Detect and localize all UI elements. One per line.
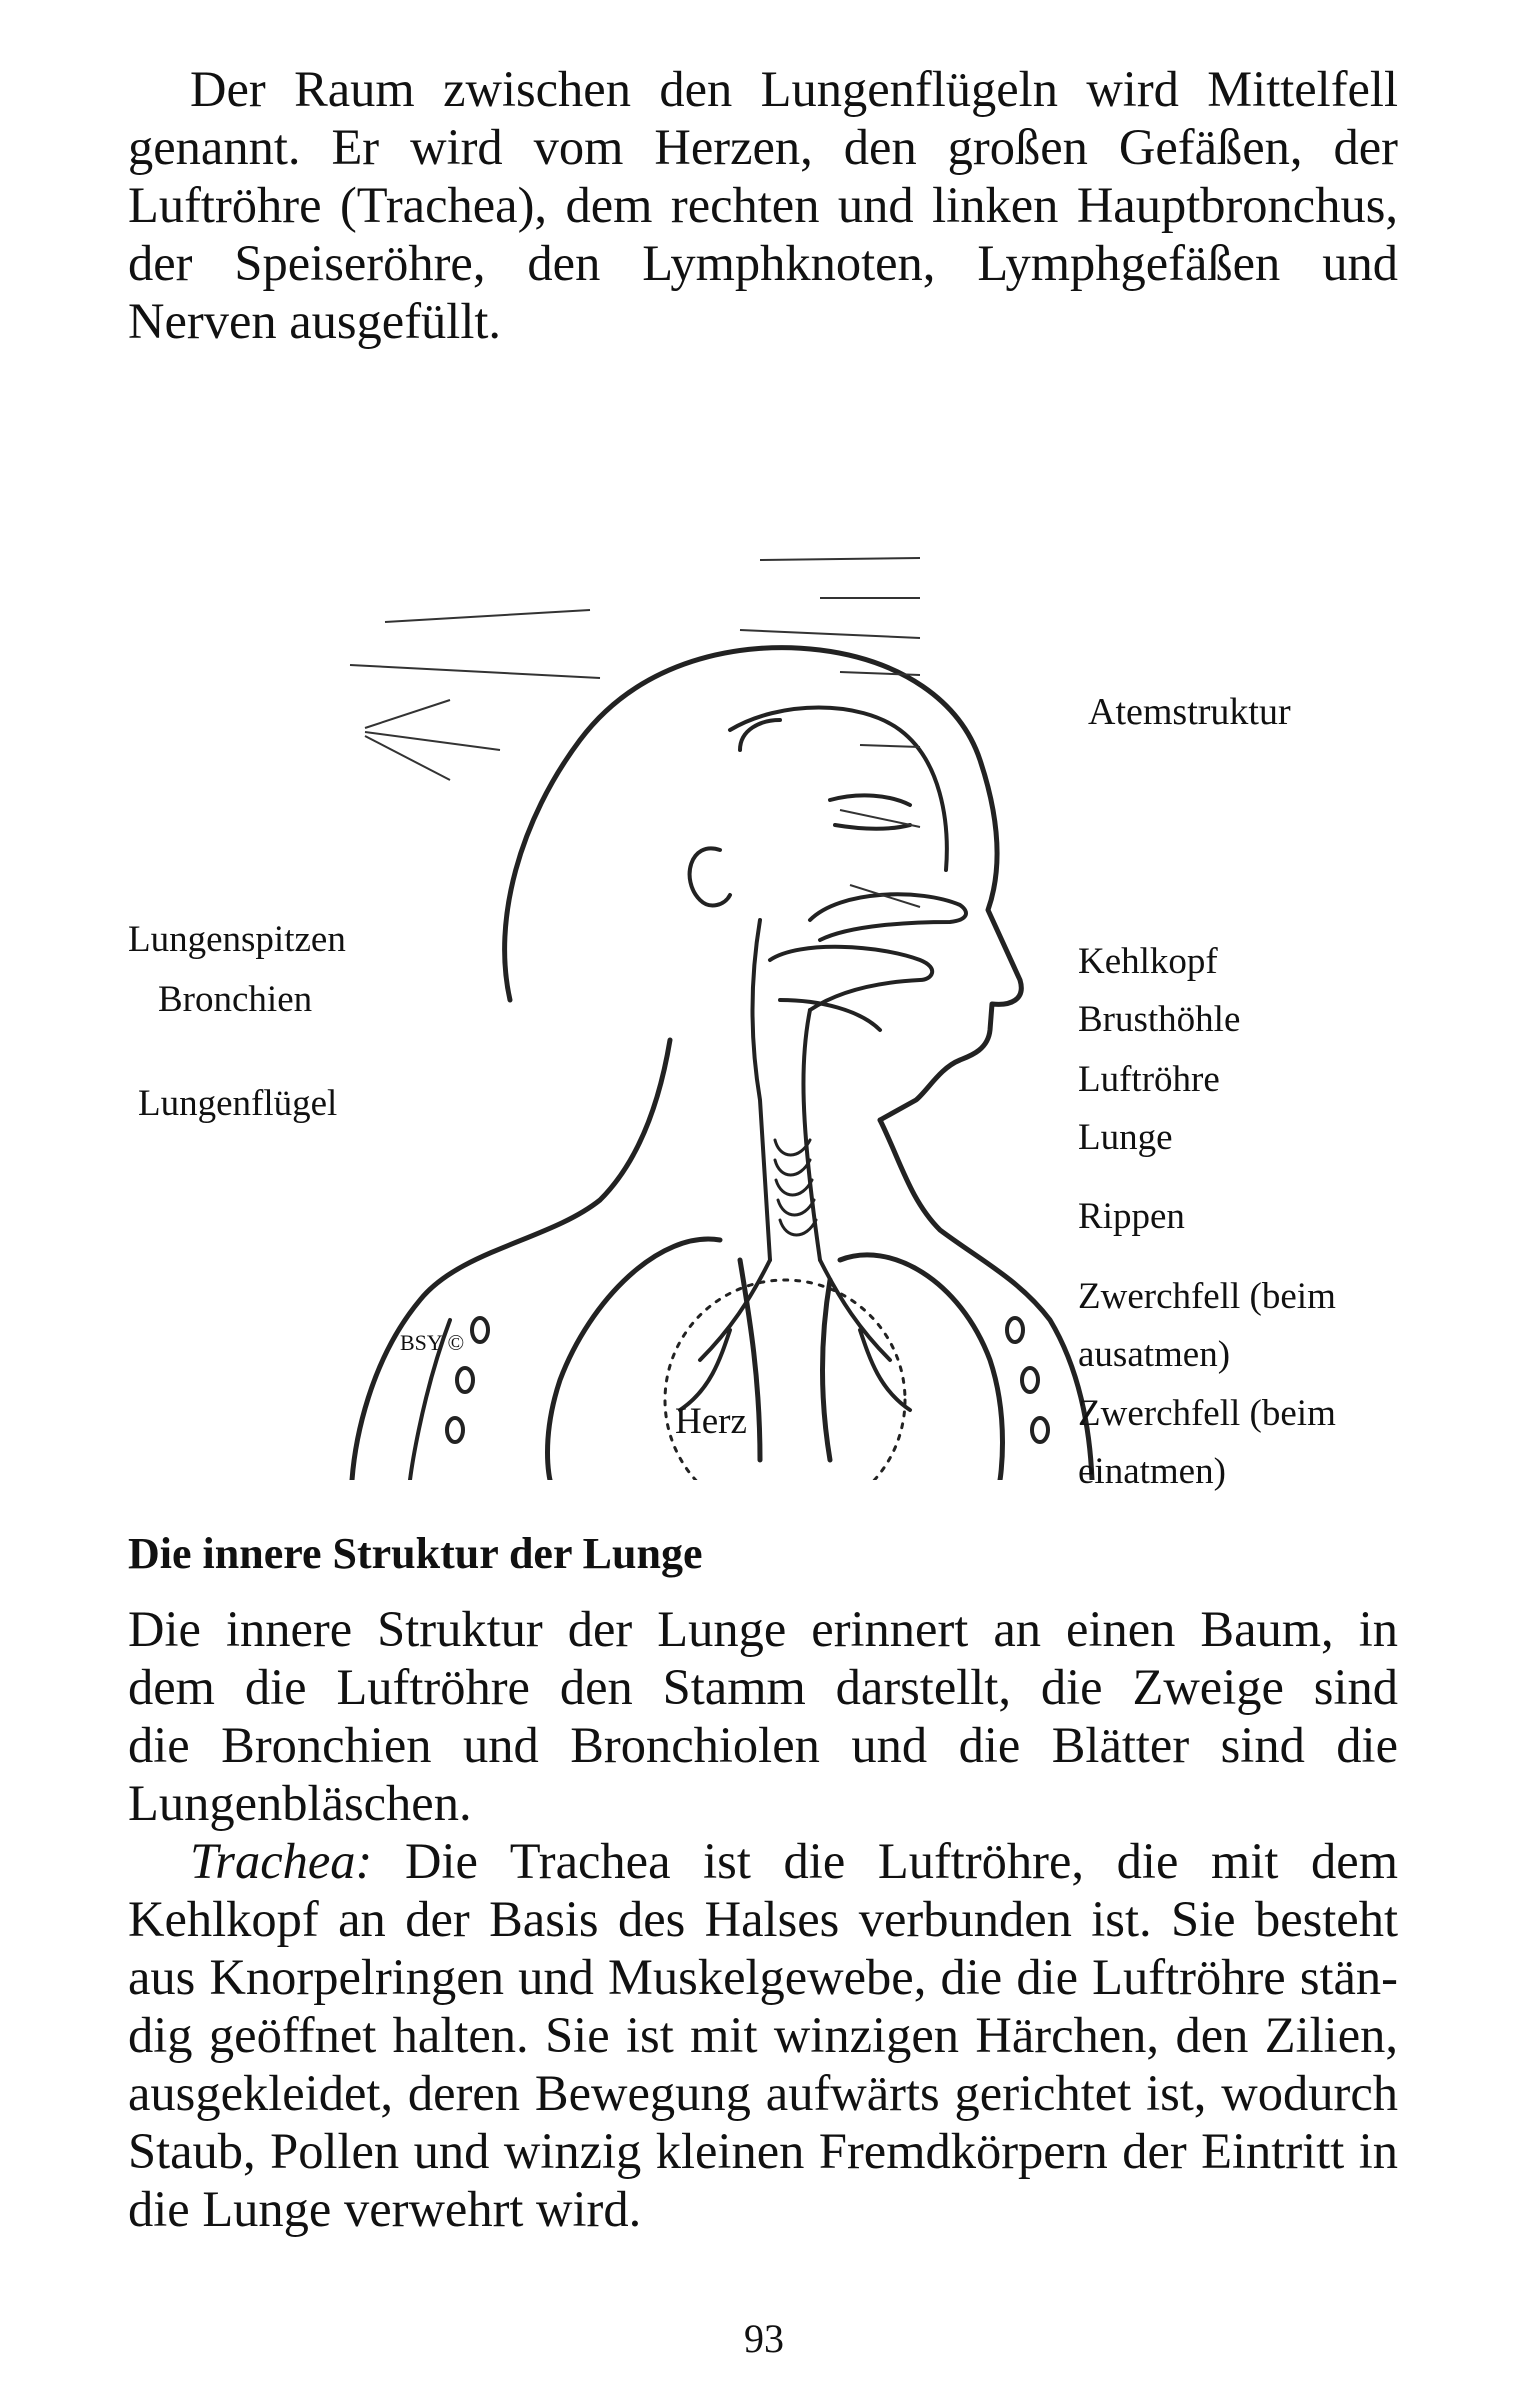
- intro-paragraph: [128, 60, 1398, 350]
- label-zwerchfell-einatmen-cont: einatmen): [1078, 1451, 1226, 1492]
- text-line: Die innere Struktur der Lunge erinnert an einen Baum, in: [128, 1601, 1398, 1657]
- text-line: Der Raum zwischen den Lungenflügeln wird Mittelfell: [190, 61, 1398, 117]
- label-bronchien: Bronchien: [158, 979, 313, 1020]
- figure-title: Atemstruktur: [1088, 691, 1291, 733]
- label-lungenfluegel: Lungenflügel: [138, 1083, 338, 1124]
- label-kehlkopf: Kehlkopf: [1078, 941, 1218, 982]
- text-line: ausgekleidet, deren Bewegung aufwärts gerichtet ist, wodurch: [128, 2065, 1398, 2121]
- label-herz: Herz: [675, 1401, 747, 1442]
- paragraph-tree-analogy: [128, 1600, 1398, 1832]
- label-rippen: Rippen: [1078, 1196, 1185, 1237]
- text-line: der Speiseröhre, den Lymphknoten, Lymphgefäßen und: [128, 235, 1398, 291]
- text-line: Kehlkopf an der Basis des Halses verbunden ist. Sie besteht: [128, 1891, 1398, 1947]
- page-number: 93: [744, 2316, 784, 2361]
- label-lungenspitzen: Lungenspitzen: [128, 919, 346, 960]
- text-line: Staub, Pollen und winzig kleinen Fremdkörpern der Eintritt in: [128, 2123, 1398, 2179]
- text-line: Luftröhre (Trachea), dem rechten und linken Hauptbronchus,: [128, 177, 1398, 233]
- paragraph-trachea: [128, 1832, 1398, 2238]
- term-trachea: Trachea:: [190, 1833, 373, 1889]
- label-zwerchfell-ausatmen: Zwerchfell (beim: [1078, 1276, 1336, 1317]
- label-zwerchfell-einatmen: Zwerchfell (beim: [1078, 1393, 1336, 1434]
- label-luftroehre: Luftröhre: [1078, 1059, 1220, 1100]
- text-fragment: Die Trachea ist die Luftröhre, die mit dem: [372, 1833, 1398, 1889]
- label-brusthoehle: Brusthöhle: [1078, 999, 1241, 1040]
- text-line: Lungenbläschen.: [128, 1775, 472, 1831]
- text-line: [128, 1832, 1398, 1890]
- text-line: die Lunge verwehrt wird.: [128, 2181, 642, 2237]
- text-line: aus Knorpelringen und Muskelgewebe, die die Luftröhre stän-: [128, 1949, 1398, 2005]
- respiratory-structure-figure: [120, 400, 1410, 1492]
- text-line: die Bronchien und Bronchiolen und die Blätter sind die: [128, 1717, 1398, 1773]
- label-zwerchfell-ausatmen-cont: ausatmen): [1078, 1334, 1231, 1375]
- section-heading: Die innere Struktur der Lunge: [128, 1529, 703, 1578]
- text-line: dig geöffnet halten. Sie ist mit winzigen Härchen, den Zilien,: [128, 2007, 1398, 2063]
- label-lunge: Lunge: [1078, 1117, 1173, 1158]
- text-line: dem die Luftröhre den Stamm darstellt, die Zweige sind: [128, 1659, 1398, 1715]
- text-line: Nerven ausgefüllt.: [128, 293, 502, 349]
- copyright-mark: BSY ©: [400, 1330, 465, 1355]
- text-line: genannt. Er wird vom Herzen, den großen Gefäßen, der: [128, 119, 1398, 175]
